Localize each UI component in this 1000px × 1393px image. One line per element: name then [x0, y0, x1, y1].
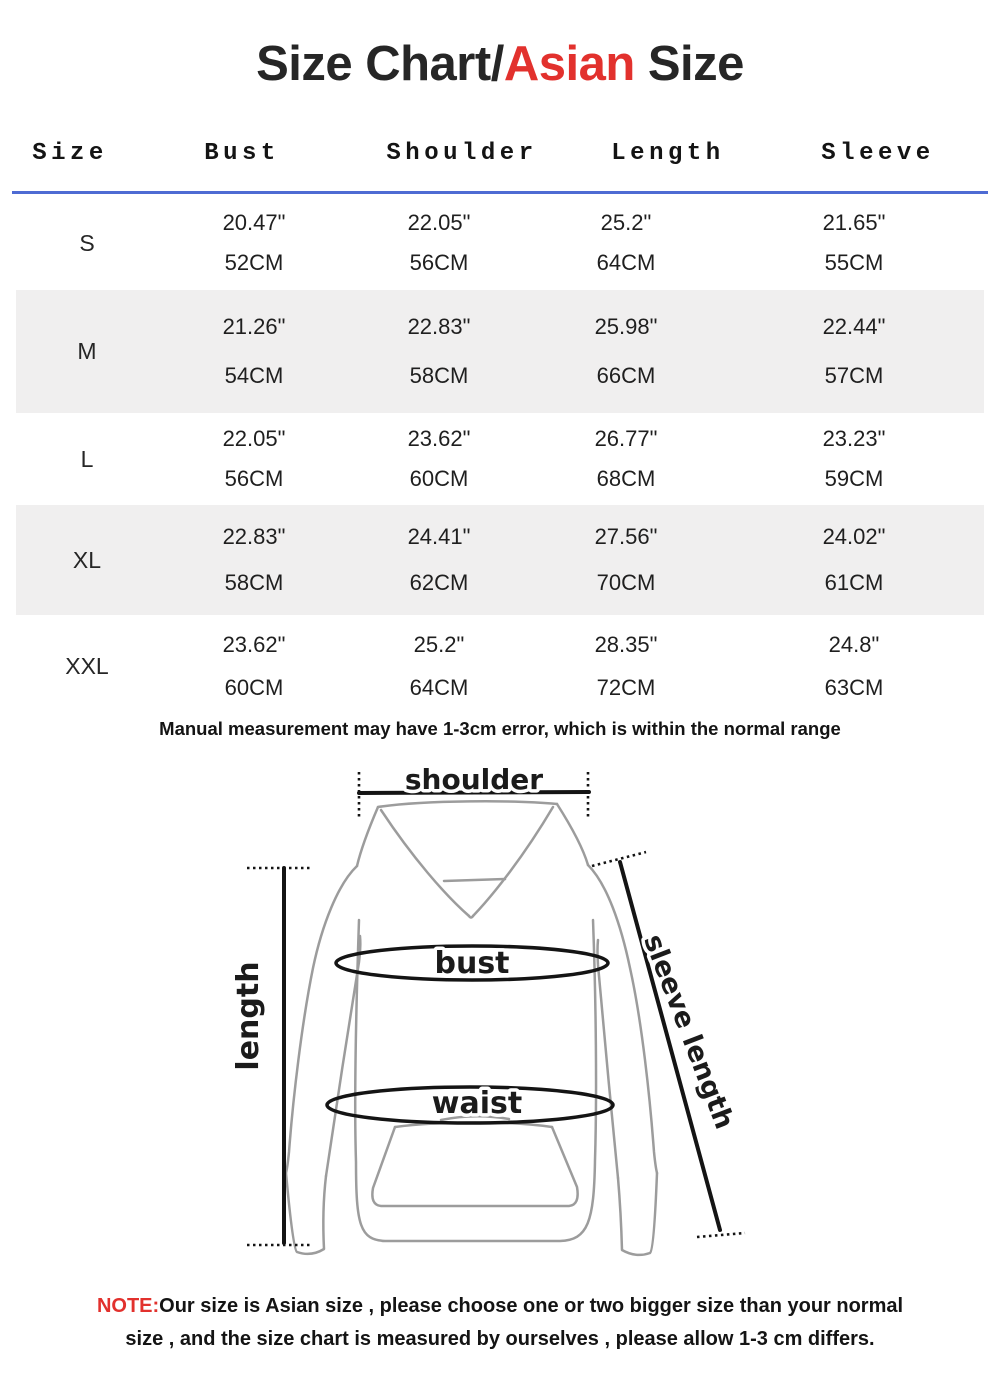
- note-label: NOTE:: [96, 1295, 160, 1317]
- value-cm: 64CM: [596, 250, 656, 275]
- size-label: XXL: [65, 653, 109, 679]
- value-cm: 61CM: [824, 569, 884, 595]
- measurement-tolerance-note: Manual measurement may have 1-3cm error, which is within the normal range: [159, 718, 841, 739]
- value-inches: 22.05": [407, 210, 471, 235]
- length-cell: [528, 413, 724, 505]
- value-inches: 23.62": [222, 632, 286, 657]
- header-shoulder: Shoulder: [386, 139, 538, 167]
- value-cm: 58CM: [409, 363, 469, 389]
- value-cm: 62CM: [409, 569, 469, 595]
- value-cm: 63CM: [824, 675, 884, 700]
- value-cm: 72CM: [596, 675, 656, 700]
- size-label: L: [80, 445, 94, 472]
- sleeve-cell: [724, 413, 984, 505]
- value-inches: 22.44": [822, 313, 886, 339]
- value-inches: 24.02": [822, 524, 886, 550]
- header-sleeve: Sleeve: [821, 139, 935, 167]
- sleeve-cell: [724, 505, 984, 615]
- shoulder-cell: [350, 505, 528, 615]
- value-cm: 56CM: [224, 465, 284, 491]
- value-cm: 60CM: [409, 465, 469, 491]
- value-inches: 27.56": [594, 524, 658, 550]
- value-cm: 57CM: [824, 363, 884, 389]
- value-cm: 52CM: [224, 250, 284, 275]
- bust-cell: [158, 196, 350, 290]
- value-inches: 20.47": [222, 210, 286, 235]
- value-inches: 21.65": [822, 210, 886, 235]
- size-label: S: [79, 229, 95, 256]
- value-inches: 28.35": [594, 632, 658, 657]
- bust-cell: [158, 615, 350, 718]
- value-inches: 24.8": [828, 632, 880, 657]
- size-label: XL: [72, 546, 102, 573]
- value-cm: 59CM: [824, 465, 884, 491]
- value-cm: 64CM: [409, 675, 469, 700]
- sleeve-cell: [724, 196, 984, 290]
- value-inches: 25.98": [594, 313, 658, 339]
- value-inches: 26.77": [594, 426, 658, 452]
- value-inches: 21.26": [222, 313, 286, 339]
- shoulder-cell: [350, 413, 528, 505]
- footer-note: [0, 1290, 1000, 1356]
- page-title: [0, 36, 1000, 92]
- value-cm: 58CM: [224, 569, 284, 595]
- length-cell: [528, 196, 724, 290]
- sleeve-cell: [724, 615, 984, 718]
- value-cm: 70CM: [596, 569, 656, 595]
- value-inches: 22.05": [222, 426, 286, 452]
- size-table: [16, 196, 984, 718]
- shoulder-cell: [350, 196, 528, 290]
- value-inches: 23.23": [822, 426, 886, 452]
- shoulder-label: shoulder: [404, 763, 544, 796]
- shoulder-cell: [350, 615, 528, 718]
- value-inches: 24.41": [407, 524, 471, 550]
- footer-note-line1: [0, 1290, 1000, 1323]
- value-inches: 23.62": [407, 426, 471, 452]
- table-row: [16, 290, 984, 413]
- waist-label: waist: [431, 1086, 523, 1121]
- table-header: [0, 131, 1000, 175]
- sleeve-length-label: sleeve length: [637, 930, 740, 1134]
- header-bust: Bust: [204, 139, 280, 167]
- value-cm: 60CM: [224, 675, 284, 700]
- length-cell: [528, 615, 724, 718]
- value-cm: 66CM: [596, 363, 656, 389]
- table-row: [16, 196, 984, 290]
- hoodie-measurement-diagram: [210, 745, 770, 1275]
- value-cm: 56CM: [409, 250, 469, 275]
- table-row: [16, 505, 984, 615]
- title-highlight: Asian: [503, 37, 635, 91]
- value-cm: 55CM: [824, 250, 884, 275]
- title-prefix: Size Chart/: [256, 37, 504, 91]
- bust-label: bust: [434, 946, 510, 981]
- header-size: Size: [32, 139, 108, 167]
- shoulder-cell: [350, 290, 528, 413]
- length-cell: [528, 290, 724, 413]
- value-inches: 22.83": [222, 524, 286, 550]
- blue-divider: [12, 191, 988, 194]
- value-cm: 68CM: [596, 465, 656, 491]
- value-cm: 54CM: [224, 363, 284, 389]
- table-row: [16, 615, 984, 718]
- header-length: Length: [611, 139, 725, 167]
- value-inches: 25.2": [600, 210, 652, 235]
- footer-note-line2: size , and the size chart is measured by ourselves , please allow 1-3 cm differs.: [125, 1328, 875, 1350]
- hoodie-outline: [286, 801, 657, 1255]
- value-inches: 25.2": [413, 632, 465, 657]
- footer-note-text1: Our size is Asian size , please choose one or two bigger size than your normal: [159, 1295, 904, 1317]
- length-cell: [528, 505, 724, 615]
- value-inches: 22.83": [407, 313, 471, 339]
- bust-cell: [158, 290, 350, 413]
- size-label: M: [77, 338, 97, 364]
- bust-cell: [158, 505, 350, 615]
- length-label: length: [231, 961, 266, 1071]
- table-row: [16, 413, 984, 505]
- title-suffix: Size: [634, 37, 744, 91]
- bust-cell: [158, 413, 350, 505]
- sleeve-cell: [724, 290, 984, 413]
